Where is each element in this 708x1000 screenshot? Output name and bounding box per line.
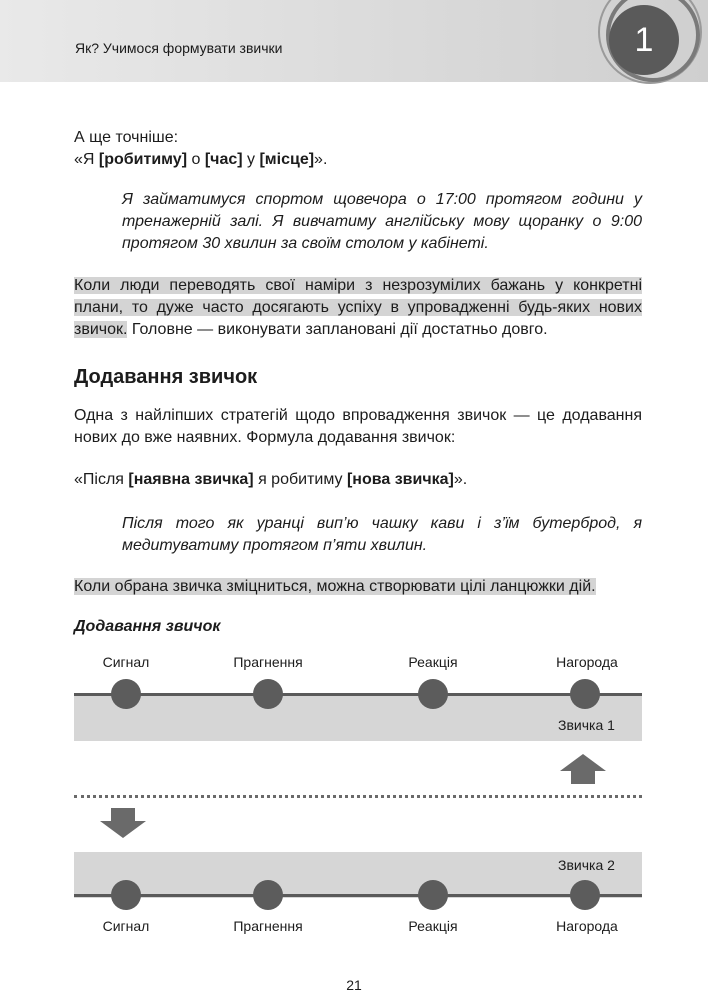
habit1-node-response — [418, 679, 448, 709]
habit1-node-reward — [570, 679, 600, 709]
habit2-band — [74, 852, 642, 898]
bottom-label-reward: Нагорода — [556, 918, 618, 934]
formula-new-habit: [нова звичка] — [346, 471, 454, 488]
habit1-node-cue — [111, 679, 141, 709]
formula-place: [місце] — [259, 151, 315, 168]
divider-dotted — [74, 795, 642, 798]
arrow-down-icon — [100, 808, 146, 838]
habit1-node-craving — [253, 679, 283, 709]
paragraph-more-precise — [74, 127, 642, 171]
habit1-label: Звичка 1 — [558, 717, 615, 733]
highlighted-text: Коли люди переводять свої наміри з незрозумілих бажань у конкретні плани, то дуже часто досягають успіху в упровадженні будь-яких нових звичок. — [74, 277, 642, 338]
bottom-label-response: Реакція — [408, 918, 458, 934]
bottom-label-cue: Сигнал — [102, 918, 150, 934]
habit2-node-craving — [253, 880, 283, 910]
top-label-response: Реакція — [408, 654, 458, 670]
formula-action: [робитиму] — [98, 151, 188, 168]
habit2-label: Звичка 2 — [558, 857, 615, 873]
top-label-reward: Нагорода — [556, 654, 618, 670]
formula-habit-stacking: «Після [наявна звичка] я робитиму [нова звичка]». — [74, 471, 468, 488]
bottom-label-craving: Прагнення — [233, 918, 303, 934]
running-header-title: Як? Учимося формувати звички — [75, 40, 283, 56]
paragraph-chains — [74, 576, 642, 598]
formula-time-place: «Я [робитиму] о [час] у [місце]». — [74, 151, 328, 168]
habit1-timeline — [74, 693, 642, 696]
formula-existing-habit: [наявна звичка] — [128, 471, 254, 488]
arrow-up-icon — [560, 754, 606, 784]
line-more-precise: А ще точніше: — [74, 129, 179, 146]
example-intention: Я займатимуся спортом щовечора о 17:00 протягом години у тренажерній залі. Я вивчатиму англійську мову щоранку о 9:00 протягом 30 хвилин за своїм столом у кабінеті. — [122, 191, 642, 252]
paragraph-intentions: Коли люди переводять свої наміри з незрозумілих бажань у конкретні плани, то дуже часто досягають успіху в упровадженні будь-яких нових звичок. Головне — виконувати заплановані дії достатньо довго. — [74, 277, 642, 338]
top-label-craving: Прагнення — [233, 654, 303, 670]
section-heading: Додавання звичок — [74, 366, 258, 388]
diagram-title: Додавання звичок — [74, 618, 221, 635]
habit2-node-response — [418, 880, 448, 910]
habit2-timeline — [74, 894, 642, 897]
formula-time: [час] — [204, 151, 243, 168]
page-number: 21 — [346, 977, 362, 993]
habit1-band — [74, 695, 642, 741]
paragraph-habit-stacking: Одна з найліпших стратегій щодо впровадження звичок — це додавання нових до вже наявних. Формула додавання звичок: — [74, 407, 642, 446]
chapter-number-badge: 1 — [609, 5, 679, 75]
example-meditation: Після того як уранці вип’ю чашку кави і з’їм бутерброд, я медитуватиму протягом п’яти хвилин. — [122, 515, 642, 554]
top-label-cue: Сигнал — [102, 654, 150, 670]
habit2-node-cue — [111, 880, 141, 910]
habit2-node-reward — [570, 880, 600, 910]
highlighted-text: Коли обрана звичка зміцниться, можна створювати цілі ланцюжки дій. — [74, 578, 596, 595]
